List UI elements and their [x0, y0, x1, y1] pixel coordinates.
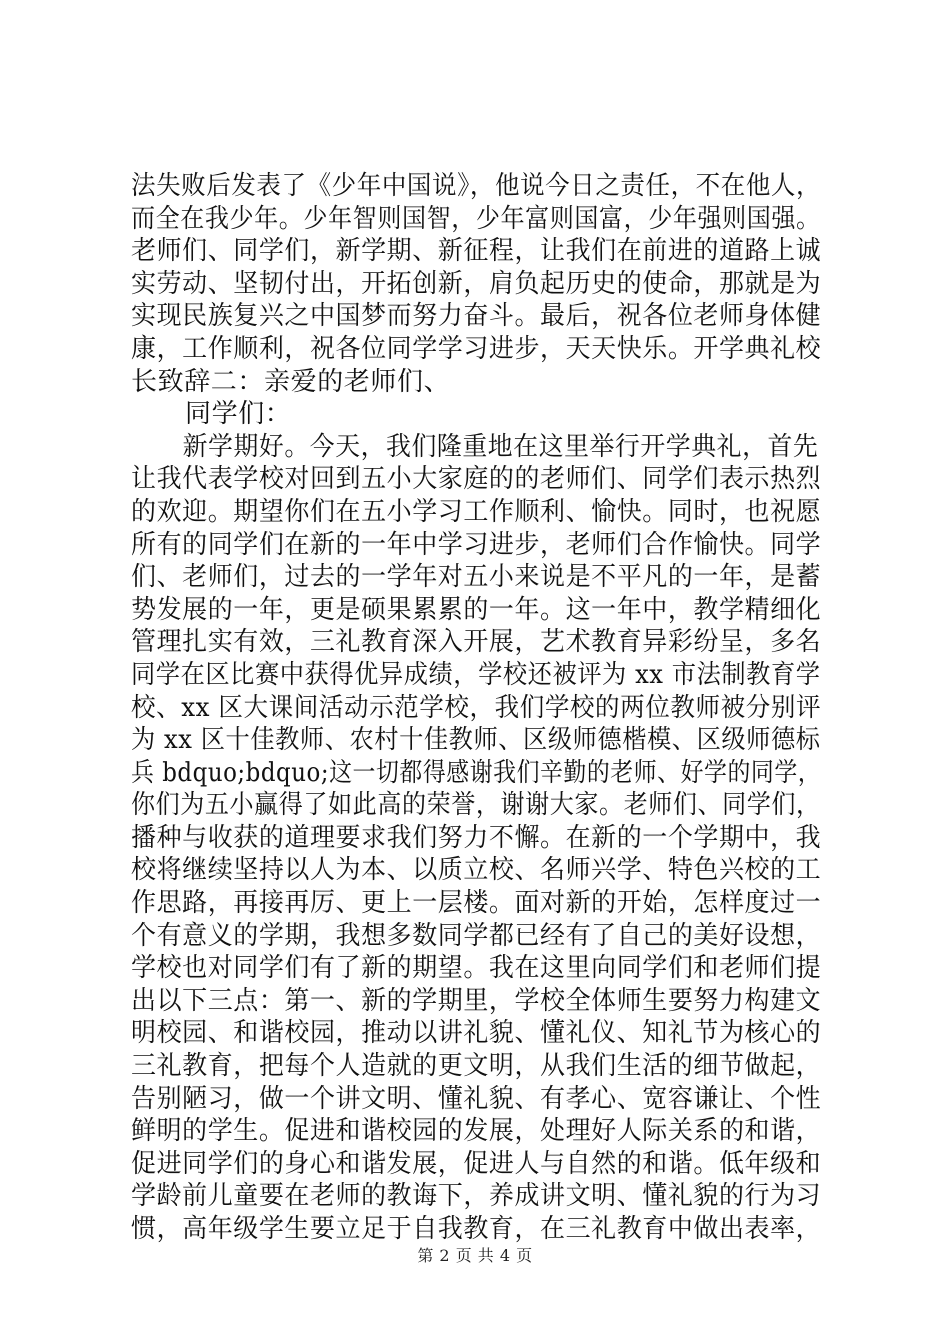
- text-line: 作思路，再接再厉、更上一层楼。面对新的开始，怎样度过一: [131, 888, 822, 919]
- text-line: 势发展的一年，更是硕果累累的一年。这一年中，教学精细化: [131, 594, 822, 625]
- text-line: 所有的同学们在新的一年中学习进步，老师们合作愉快。同学: [131, 529, 822, 560]
- text-line: 校、xx 区大课间活动示范学校，我们学校的两位教师被分别评: [131, 692, 822, 723]
- text-line: 兵 bdquo;bdquo;这一切都得感谢我们辛勤的老师、好学的同学，: [131, 757, 822, 788]
- text-line: 出以下三点：第一、新的学期里，学校全体师生要努力构建文: [131, 985, 822, 1016]
- text-line: 管理扎实有效，三礼教育深入开展，艺术教育异彩纷呈，多名: [131, 627, 822, 658]
- text-line: 同学们：: [185, 399, 292, 430]
- text-line: 学校也对同学们有了新的期望。我在这里向同学们和老师们提: [131, 953, 822, 984]
- text-line: 老师们、同学们，新学期、新征程，让我们在前进的道路上诚: [131, 236, 822, 267]
- text-line: 三礼教育，把每个人造就的更文明，从我们生活的细节做起，: [131, 1051, 822, 1082]
- text-line: 而全在我少年。少年智则国智，少年富则国富，少年强则国强。: [131, 203, 821, 234]
- text-line: 校将继续坚持以人为本、以质立校、名师兴学、特色兴校的工: [131, 855, 822, 886]
- text-line: 们、老师们，过去的一学年对五小来说是不平凡的一年，是蓄: [131, 562, 822, 593]
- text-line: 的欢迎。期望你们在五小学习工作顺利、愉快。同时，也祝愿: [131, 496, 822, 527]
- text-line: 长致辞二：亲爱的老师们、: [131, 366, 451, 397]
- text-line: 康，工作顺利，祝各位同学学习进步，天天快乐。开学典礼校: [131, 333, 822, 364]
- page-footer: 第 2 页 共 4 页: [417, 1246, 533, 1265]
- text-line: 新学期好。今天，我们隆重地在这里举行开学典礼，首先: [182, 431, 819, 462]
- text-line: 个有意义的学期，我想多数同学都已经有了自己的美好设想，: [131, 920, 822, 951]
- body-text: [131, 170, 821, 1246]
- text-line: 你们为五小赢得了如此高的荣誉，谢谢大家。老师们、同学们，: [131, 790, 821, 821]
- text-line: 告别陋习，做一个讲文明、懂礼貌、有孝心、宽容谦让、个性: [131, 1083, 822, 1114]
- text-line: 惯，高年级学生要立足于自我教育，在三礼教育中做出表率，: [131, 1214, 822, 1244]
- text-line: 为 xx 区十佳教师、农村十佳教师、区级师德楷模、区级师德标: [131, 725, 821, 756]
- text-line: 播种与收获的道理要求我们努力不懈。在新的一个学期中，我: [131, 822, 822, 853]
- text-line: 同学在区比赛中获得优异成绩，学校还被评为 xx 市法制教育学: [131, 659, 821, 690]
- text-line: 法失败后发表了《少年中国说》，他说今日之责任，不在他人，: [131, 171, 822, 201]
- text-line: 鲜明的学生。促进和谐校园的发展，处理好人际关系的和谐，: [131, 1116, 822, 1147]
- text-line: 学龄前儿童要在老师的教诲下，养成讲文明、懂礼貌的行为习: [131, 1181, 822, 1212]
- text-line: 让我代表学校对回到五小大家庭的的老师们、同学们表示热烈: [131, 464, 822, 495]
- text-line: 明校园、和谐校园，推动以讲礼貌、懂礼仪、知礼节为核心的: [131, 1018, 822, 1049]
- text-line: 实现民族复兴之中国梦而努力奋斗。最后，祝各位老师身体健: [131, 301, 822, 332]
- text-line: 促进同学们的身心和谐发展，促进人与自然的和谐。低年级和: [131, 1148, 822, 1179]
- text-line: 实劳动、坚韧付出，开拓创新，肩负起历史的使命，那就是为: [131, 268, 822, 299]
